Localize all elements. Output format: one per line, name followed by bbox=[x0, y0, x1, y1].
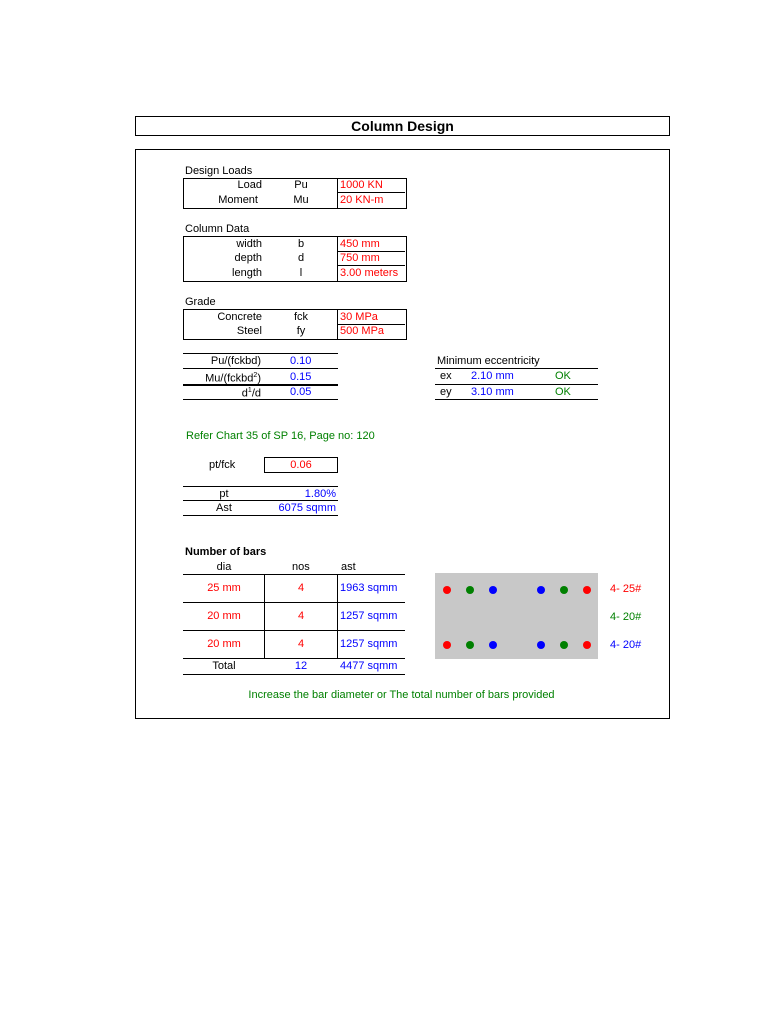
bar-dot-blue bbox=[489, 641, 497, 649]
bar-row-2-nos: 4 bbox=[297, 610, 305, 622]
bar-dot-red bbox=[443, 586, 451, 594]
bars-header-dia: dia bbox=[216, 561, 232, 573]
length-label: length bbox=[232, 267, 262, 279]
ast-value: 6075 sqmm bbox=[278, 502, 336, 514]
ex-status: OK bbox=[555, 370, 571, 382]
section-label-2: 4- 20# bbox=[610, 611, 642, 623]
bars-total-label: Total bbox=[212, 660, 236, 672]
bar-row-1-dia: 25 mm bbox=[207, 582, 241, 594]
bar-row-1-nos: 4 bbox=[297, 582, 305, 594]
concrete-value[interactable]: 30 MPa bbox=[340, 311, 378, 323]
bar-dot-blue bbox=[537, 641, 545, 649]
section-label-1: 4- 25# bbox=[610, 583, 642, 595]
moment-value[interactable]: 20 KN-m bbox=[340, 194, 384, 206]
bars-heading: Number of bars bbox=[185, 546, 267, 558]
depth-symbol: d bbox=[297, 252, 305, 264]
bar-dot-red bbox=[583, 586, 591, 594]
steel-symbol: fy bbox=[296, 325, 306, 337]
bar-dot-green bbox=[466, 641, 474, 649]
bars-header-ast: ast bbox=[341, 561, 356, 573]
concrete-label: Concrete bbox=[217, 311, 262, 323]
d-ratio-label: $d^1/d$ bbox=[241, 387, 261, 400]
bar-row-2-dia: 20 mm bbox=[207, 610, 241, 622]
column-data-heading: Column Data bbox=[185, 223, 250, 235]
bars-total-ast: 4477 sqmm bbox=[340, 660, 398, 672]
length-value[interactable]: 3.00 meters bbox=[340, 267, 399, 279]
bar-row-3-dia: 20 mm bbox=[207, 638, 241, 650]
pt-value: 1.80% bbox=[304, 488, 336, 500]
pt-fck-label: pt/fck bbox=[209, 459, 236, 471]
steel-label: Steel bbox=[236, 325, 262, 337]
mu-ratio-value: 0.15 bbox=[290, 371, 312, 383]
concrete-symbol: fck bbox=[293, 311, 309, 323]
load-value[interactable]: 1000 KN bbox=[340, 179, 383, 191]
width-symbol: b bbox=[297, 238, 305, 250]
grade-heading: Grade bbox=[185, 296, 216, 308]
pu-ratio-label: Pu/(fckbd) bbox=[210, 355, 261, 367]
load-symbol: Pu bbox=[294, 179, 308, 191]
ex-value: 2.10 mm bbox=[471, 370, 514, 382]
bars-total-nos: 12 bbox=[294, 660, 308, 672]
chart-reference: Refer Chart 35 of SP 16, Page no: 120 bbox=[186, 430, 375, 442]
width-label: width bbox=[236, 238, 262, 250]
length-symbol: l bbox=[299, 267, 303, 279]
bar-dot-blue bbox=[537, 586, 545, 594]
ey-label: ey bbox=[440, 386, 452, 398]
depth-value[interactable]: 750 mm bbox=[340, 252, 380, 264]
ast-label: Ast bbox=[216, 502, 232, 514]
pt-label: pt bbox=[219, 488, 229, 500]
bar-dot-green bbox=[560, 586, 568, 594]
bar-row-3-ast: 1257 sqmm bbox=[340, 638, 398, 650]
load-label: Load bbox=[237, 179, 262, 191]
moment-label: Moment bbox=[218, 194, 258, 206]
bar-dot-green bbox=[560, 641, 568, 649]
pu-ratio-value: 0.10 bbox=[290, 355, 312, 367]
page-title: Column Design bbox=[135, 116, 670, 136]
d-ratio-value: 0.05 bbox=[290, 386, 312, 398]
bar-dot-red bbox=[443, 641, 451, 649]
bar-dot-blue bbox=[489, 586, 497, 594]
column-section-diagram bbox=[435, 573, 598, 659]
depth-label: depth bbox=[234, 252, 262, 264]
bars-header-nos: nos bbox=[292, 561, 310, 573]
bar-dot-green bbox=[466, 586, 474, 594]
ey-status: OK bbox=[555, 386, 571, 398]
pt-fck-value: 0.06 bbox=[264, 457, 338, 473]
bar-dot-red bbox=[583, 641, 591, 649]
moment-symbol: Mu bbox=[293, 194, 309, 206]
bar-row-1-ast: 1963 sqmm bbox=[340, 582, 398, 594]
ex-label: ex bbox=[440, 370, 452, 382]
mu-ratio-label: Mu/(fckbd$^2$) bbox=[205, 372, 261, 385]
design-loads-heading: Design Loads bbox=[185, 165, 253, 177]
eccentricity-heading: Minimum eccentricity bbox=[437, 355, 540, 367]
width-value[interactable]: 450 mm bbox=[340, 238, 380, 250]
bar-row-2-ast: 1257 sqmm bbox=[340, 610, 398, 622]
section-label-3: 4- 20# bbox=[610, 639, 642, 651]
bar-row-3-nos: 4 bbox=[297, 638, 305, 650]
ey-value: 3.10 mm bbox=[471, 386, 514, 398]
steel-value[interactable]: 500 MPa bbox=[340, 325, 385, 337]
advice-message: Increase the bar diameter or The total number of bars provided bbox=[248, 689, 555, 701]
